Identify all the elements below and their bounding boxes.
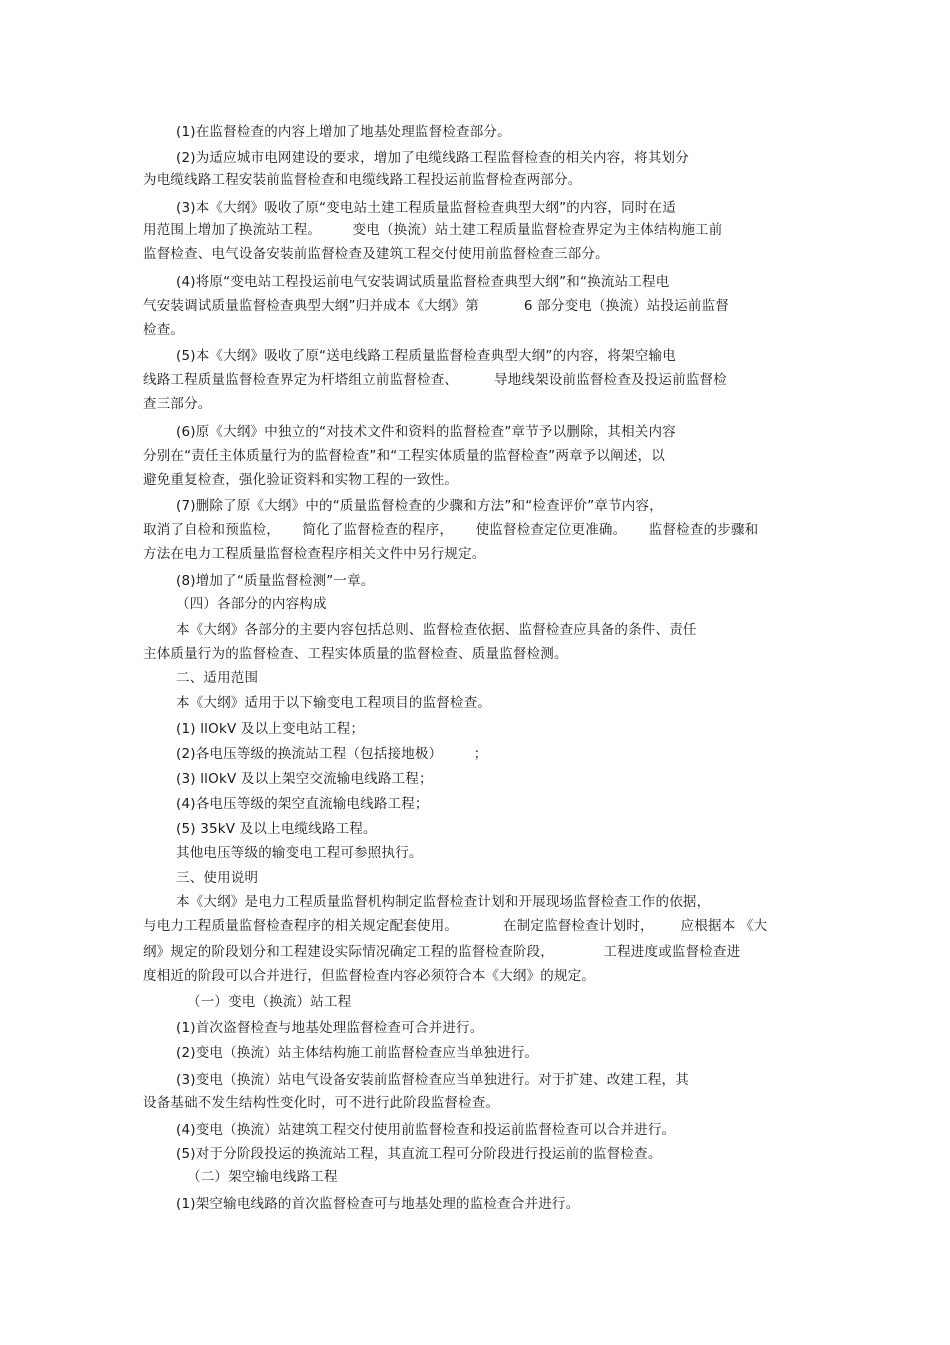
- text-line: 为电缆线路工程安装前监督检查和电缆线路工程投运前监督检查两部分。: [143, 172, 582, 188]
- text-line: (5) 35kV 及以上电缆线路工程。: [176, 821, 377, 837]
- text-line: 查三部分。: [143, 396, 212, 412]
- text-line: 监督检查、电气设备安装前监督检查及建筑工程交付使用前监督检查三部分。: [143, 246, 609, 262]
- text-line: (1) llOkV 及以上变电站工程；: [176, 721, 365, 737]
- text-line: (3)变电（换流）站电气设备安装前监督检查应当单独进行。对于扩建、改建工程，其: [176, 1072, 689, 1088]
- text-line: (2)为适应城市电网建设的要求，增加了电缆线路工程监督检查的相关内容，将其划分: [176, 150, 689, 166]
- text-line: (6)原《大纲》中独立的“对技术文件和资料的监督检查”章节予以删除，其相关内容: [176, 424, 676, 440]
- text-line: 用范围上增加了换流站工程。 变电（换流）站土建工程质量监督检查界定为主体结构施工前: [143, 222, 723, 238]
- text-line: （四）各部分的内容构成: [176, 596, 327, 612]
- text-line: (2)各电压等级的换流站工程（包括接地极） ；: [176, 746, 488, 762]
- text-line: (3) llOkV 及以上架空交流输电线路工程；: [176, 771, 433, 787]
- text-line: 度相近的阶段可以合并进行，但监督检查内容必须符合本《大纲》的规定。: [143, 968, 596, 984]
- text-line: (4)将原“变电站工程投运前电气安装调试质量监督检查典型大纲”和“换流站工程电: [176, 274, 670, 290]
- text-line: (1)在监督检查的内容上增加了地基处理监督检查部分。: [176, 124, 511, 140]
- text-line: 本《大纲》是电力工程质量监督机构制定监督检查计划和开展现场监督检查工作的依据，: [176, 894, 711, 910]
- text-line: 本《大纲》各部分的主要内容包括总则、监督检查依据、监督检查应具备的条件、责任: [176, 622, 697, 638]
- text-line: (7)删除了原《大纲》中的“质量监督检查的少骤和方法”和“检查评价”章节内容，: [176, 498, 663, 514]
- text-line: (4)各电压等级的架空直流输电线路工程；: [176, 796, 429, 812]
- text-line: （二）架空输电线路工程: [187, 1169, 338, 1185]
- text-line: 其他电压等级的输变电工程可参照执行。: [176, 845, 423, 861]
- text-line: 设备基础不发生结构性变化时，可不进行此阶段监督检查。: [143, 1095, 500, 1111]
- text-line: 避免重复检查，强化验证资料和实物工程的一致性。: [143, 472, 459, 488]
- text-line: (1)架空输电线路的首次监督检查可与地基处理的监检查合并进行。: [176, 1196, 580, 1212]
- text-line: （一）变电（换流）站工程: [187, 994, 352, 1010]
- text-line: (4)变电（换流）站建筑工程交付使用前监督检查和投运前监督检查可以合并进行。: [176, 1122, 676, 1138]
- text-line: (1)首次盗督检查与地基处理监督检查可合并进行。: [176, 1020, 484, 1036]
- text-line: 方法在电力工程质量监督检查程序相关文件中另行规定。: [143, 546, 486, 562]
- text-line: 气安装调试质量监督检查典型大纲”归并成本《大纲》第 6 部分变电（换流）站投运前监督: [143, 298, 729, 314]
- text-line: 纲》规定的阶段划分和工程建设实际情况确定工程的监督检查阶段， 工程进度或监督检查进: [143, 944, 741, 960]
- text-line: (8)增加了“质量监督检测”一章。: [176, 573, 375, 589]
- text-line: 线路工程质量监督检查界定为杆塔组立前监督检查、 导地线架设前监督检查及投运前监督检: [143, 372, 727, 388]
- text-line: 取消了自检和预监检， 简化了监督检查的程序， 使监督检查定位更准确。 监督检查的步骤和: [143, 522, 759, 538]
- text-line: (5)对于分阶段投运的换流站工程，其直流工程可分阶段进行投运前的监督检查。: [176, 1146, 662, 1162]
- text-line: 二、适用范围: [176, 670, 259, 686]
- text-line: 三、使用说明: [176, 870, 259, 886]
- text-line: 与电力工程质量监督检查程序的相关规定配套使用。 在制定监督检查计划时， 应根据本 《大: [143, 918, 768, 934]
- text-line: 检查。: [143, 322, 185, 338]
- text-line: 主体质量行为的监督检查、工程实体质量的监督检查、质量监督检测。: [143, 646, 568, 662]
- text-line: (2)变电（换流）站主体结构施工前监督检查应当单独进行。: [176, 1045, 539, 1061]
- text-line: 本《大纲》适用于以下输变电工程项目的监督检查。: [176, 695, 492, 711]
- text-line: (3)本《大纲》吸收了原“变电站土建工程质量监督检查典型大纲”的内容，同时在适: [176, 200, 676, 216]
- text-line: (5)本《大纲》吸收了原“送电线路工程质量监督检查典型大纲”的内容，将架空输电: [176, 348, 676, 364]
- text-line: 分别在“责任主体质量行为的监督检查”和“工程实体质量的监督检查”两章予以阐述，以: [143, 448, 665, 464]
